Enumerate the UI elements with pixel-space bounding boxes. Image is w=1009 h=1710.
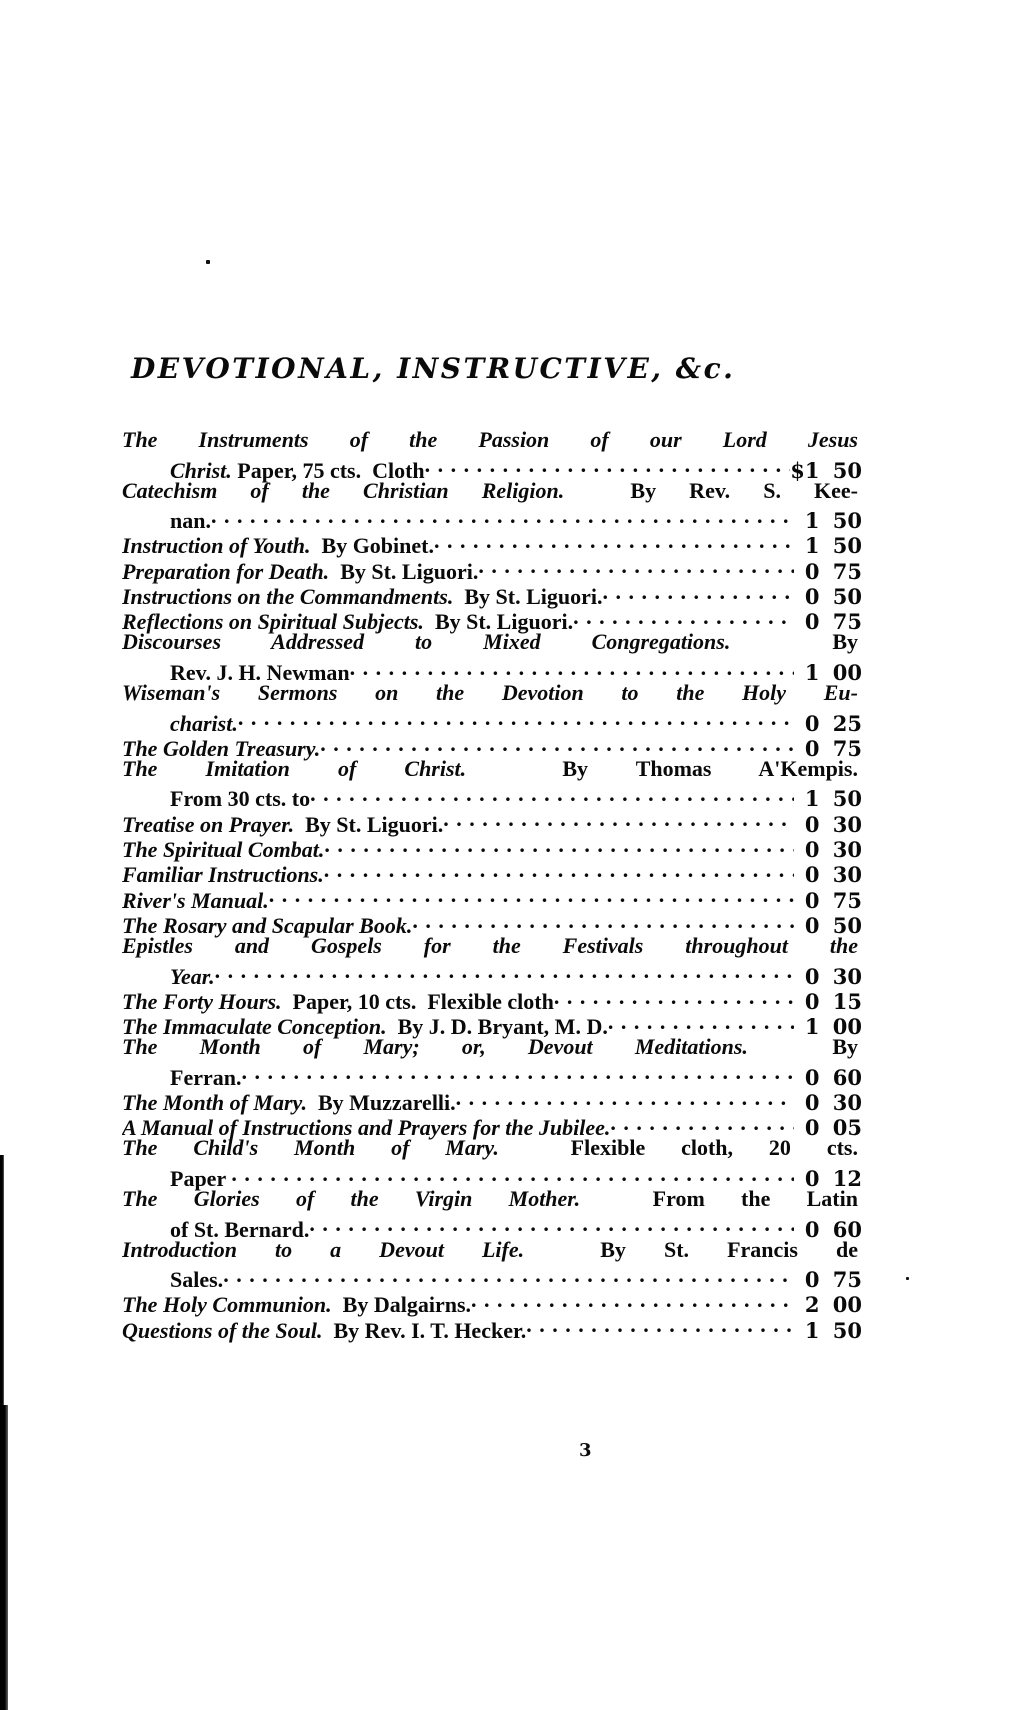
catalog-entry — [122, 1236, 862, 1293]
book-details: of St. Bernard. — [170, 1216, 310, 1242]
dot-leader — [610, 1110, 794, 1135]
book-details: By Gobinet. — [310, 533, 434, 559]
book-details: By St. Liguori. — [329, 558, 479, 584]
dot-leader — [412, 908, 794, 933]
book-price: 0 12 — [804, 1165, 862, 1191]
dot-leader — [478, 553, 794, 578]
book-title: Instructions on the Commandments. — [122, 584, 454, 610]
entry-line — [122, 756, 862, 781]
book-price: 0 60 — [804, 1064, 862, 1090]
entry-line — [122, 1211, 862, 1242]
dot-leader — [309, 1211, 794, 1236]
entry-text — [122, 1186, 862, 1211]
book-title: Questions of the Soul. — [122, 1317, 323, 1343]
entry-line — [122, 528, 862, 559]
entry-line — [122, 1237, 862, 1262]
dot-leader — [231, 1161, 794, 1186]
book-title: Year. — [170, 963, 215, 989]
entry-line — [122, 933, 862, 958]
book-title: Introduction to a Devout Life. — [122, 1236, 525, 1262]
book-title: Reflections on Spiritual Subjects. — [122, 609, 424, 635]
book-price: 0 75 — [804, 735, 862, 761]
book-price: 0 30 — [804, 963, 862, 989]
catalog-entry — [122, 477, 862, 534]
entry-line — [122, 1135, 862, 1160]
book-price: 0 50 — [804, 584, 862, 610]
book-details: Paper, 75 cts. Cloth — [231, 457, 425, 483]
entry-text — [122, 508, 211, 533]
book-price: 0 30 — [804, 1090, 862, 1116]
book-details: By — [747, 1034, 858, 1060]
entry-line — [122, 478, 862, 503]
book-price: 1 00 — [804, 1014, 862, 1040]
dot-leader — [434, 528, 794, 553]
catalog-entry — [122, 755, 862, 812]
entry-text — [122, 1065, 241, 1090]
entry-line — [122, 1059, 862, 1090]
book-details: From the Latin — [580, 1185, 858, 1211]
dot-leader — [215, 958, 794, 983]
book-details: nan. — [170, 508, 211, 534]
entry-text — [122, 478, 862, 503]
book-title: charist. — [170, 710, 238, 736]
catalog-entry — [122, 528, 862, 559]
entry-line — [122, 1186, 862, 1211]
catalog-entry — [122, 932, 862, 989]
book-title: The Child's Month of Mary. — [122, 1135, 499, 1161]
dot-leader — [350, 655, 794, 680]
book-price: 0 75 — [804, 609, 862, 635]
dot-leader — [526, 1312, 794, 1337]
entry-text — [122, 837, 324, 862]
dot-leader — [324, 832, 794, 857]
book-title: A Manual of Instructions and Prayers for the Jubilee. — [122, 1115, 611, 1141]
dot-leader — [608, 1009, 794, 1034]
book-details: By Thomas A'Kempis. — [466, 755, 858, 781]
book-details: By St. Liguori. — [453, 584, 603, 610]
book-price: 1 00 — [804, 659, 862, 685]
entry-text — [122, 888, 269, 913]
dot-leader — [573, 604, 794, 629]
book-title: Instruction of Youth. — [122, 533, 311, 559]
entry-text — [122, 1318, 526, 1343]
catalog-entry — [122, 1185, 862, 1242]
book-price: 0 30 — [804, 862, 862, 888]
book-details: Flexible cloth, 20 cts. — [498, 1135, 858, 1161]
stray-ink-dot — [206, 260, 210, 264]
entry-text — [122, 1267, 223, 1292]
book-title: The Spiritual Combat. — [122, 837, 325, 863]
book-title: The Imitation of Christ. — [122, 755, 467, 781]
book-price: 1 50 — [804, 533, 862, 559]
entry-line — [122, 1287, 862, 1318]
dot-leader — [269, 882, 794, 907]
book-title: The Immaculate Conception. — [122, 1014, 387, 1040]
dot-leader — [223, 1262, 794, 1287]
entry-text — [122, 427, 862, 452]
dot-leader — [425, 452, 791, 477]
book-details: Paper, 10 cts. Flexible cloth — [281, 988, 554, 1014]
book-price: 0 30 — [804, 837, 862, 863]
entry-line — [122, 1262, 862, 1293]
entry-text — [122, 629, 862, 654]
entry-text — [122, 756, 862, 781]
entry-line — [122, 452, 862, 483]
book-title: The Rosary and Scapular Book. — [122, 912, 413, 938]
book-price: 1 50 — [804, 1317, 862, 1343]
book-details: From 30 cts. to — [170, 786, 311, 812]
book-price: $1 50 — [790, 457, 862, 483]
entry-text — [122, 1135, 862, 1160]
book-details: By — [730, 629, 858, 655]
book-details: By St. Liguori. — [423, 609, 574, 635]
book-title: The Instruments of the Passion of our Lord Jesus — [122, 427, 858, 452]
book-title: The Forty Hours. — [122, 988, 282, 1014]
catalog-entry — [122, 679, 862, 736]
book-title: Preparation for Death. — [122, 558, 330, 584]
dot-leader — [471, 1287, 794, 1312]
section-heading: DEVOTIONAL, INSTRUCTIVE, &c. — [131, 352, 736, 385]
book-title: Discourses Addressed to Mixed Congregations. — [122, 629, 731, 655]
book-price: 1 50 — [804, 508, 862, 534]
entry-line — [122, 1161, 862, 1191]
entry-text — [122, 1292, 471, 1317]
book-price: 0 75 — [804, 558, 862, 584]
dot-leader — [554, 984, 794, 1009]
dot-leader — [211, 503, 794, 528]
catalog-entry — [122, 629, 862, 685]
entry-text — [122, 964, 215, 989]
book-title: The Month of Mary; or, Devout Meditations. — [122, 1034, 748, 1060]
book-price: 0 25 — [804, 710, 862, 736]
dot-leader — [320, 731, 794, 756]
entry-text — [122, 1034, 862, 1059]
book-details: By J. D. Bryant, M. D. — [386, 1014, 608, 1040]
book-details: By Dalgairns. — [331, 1292, 472, 1318]
stray-ink-dot — [906, 1277, 909, 1280]
dot-leader — [443, 806, 794, 831]
entry-line — [122, 427, 862, 452]
book-title: The Holy Communion. — [122, 1292, 332, 1318]
entry-line — [122, 680, 862, 705]
book-title: The Glories of the Virgin Mother. — [122, 1185, 581, 1211]
book-price: 0 75 — [804, 1267, 862, 1293]
book-title: The Month of Mary. — [122, 1090, 307, 1116]
book-title: Epistles and Gospels for the Festivals throughout the — [122, 932, 858, 958]
book-details: By St. Francis de — [524, 1236, 858, 1262]
catalog-entry — [122, 427, 862, 483]
entry-text — [122, 680, 862, 705]
book-price: 2 00 — [804, 1292, 862, 1318]
book-price: 0 75 — [804, 887, 862, 913]
entry-text — [122, 584, 602, 609]
book-details: Paper — [170, 1165, 232, 1191]
entry-line — [122, 984, 862, 1014]
book-details: Rev. J. H. Newman — [170, 659, 350, 685]
book-title: Catechism of the Christian Religion. — [122, 477, 565, 503]
page-number: 3 — [579, 1440, 592, 1461]
entry-text — [122, 989, 554, 1014]
dot-leader — [456, 1085, 794, 1110]
entry-line — [122, 1034, 862, 1059]
book-price: 1 50 — [804, 786, 862, 812]
book-details: Sales. — [170, 1267, 224, 1293]
catalog-entry — [122, 1287, 862, 1318]
book-price: 0 05 — [804, 1115, 862, 1141]
book-price: 0 50 — [804, 912, 862, 938]
book-details: By Rev. I. T. Hecker. — [322, 1317, 527, 1343]
book-title: Christ. — [170, 457, 232, 483]
catalog-entry — [122, 984, 862, 1014]
entry-text — [122, 1237, 862, 1262]
book-details: By Rev. S. Kee- — [564, 477, 858, 503]
dot-leader — [310, 781, 794, 806]
dot-leader — [602, 579, 794, 604]
entry-line — [122, 705, 862, 736]
book-catalog-list — [122, 427, 862, 1343]
book-title: River's Manual. — [122, 887, 269, 913]
book-title: The Golden Treasury. — [122, 735, 321, 761]
entry-line — [122, 655, 862, 685]
entry-text — [122, 711, 238, 736]
book-details: Ferran. — [170, 1064, 242, 1090]
entry-line — [122, 958, 862, 989]
page-edge-shadow — [0, 1405, 8, 1710]
catalog-entry — [122, 1135, 862, 1191]
book-title: Wiseman's Sermons on the Devotion to the Holy Eu- — [122, 679, 858, 705]
dot-leader — [238, 705, 794, 730]
dot-leader — [324, 857, 794, 882]
book-price: 0 15 — [804, 988, 862, 1014]
book-price: 0 30 — [804, 811, 862, 837]
entry-line — [122, 781, 862, 812]
entry-line — [122, 503, 862, 534]
catalog-entry — [122, 1034, 862, 1090]
entry-text — [122, 786, 310, 811]
entry-text — [122, 933, 862, 958]
dot-leader — [241, 1059, 794, 1084]
entry-line — [122, 629, 862, 654]
book-title: Treatise on Prayer. — [122, 811, 295, 837]
entry-text — [122, 533, 434, 558]
book-price: 0 60 — [804, 1216, 862, 1242]
book-details: By St. Liguori. — [294, 811, 444, 837]
entry-text — [122, 1090, 456, 1115]
book-title: Familiar Instructions. — [122, 862, 324, 888]
entry-text — [122, 559, 478, 584]
book-details: By Muzzarelli. — [306, 1090, 456, 1116]
